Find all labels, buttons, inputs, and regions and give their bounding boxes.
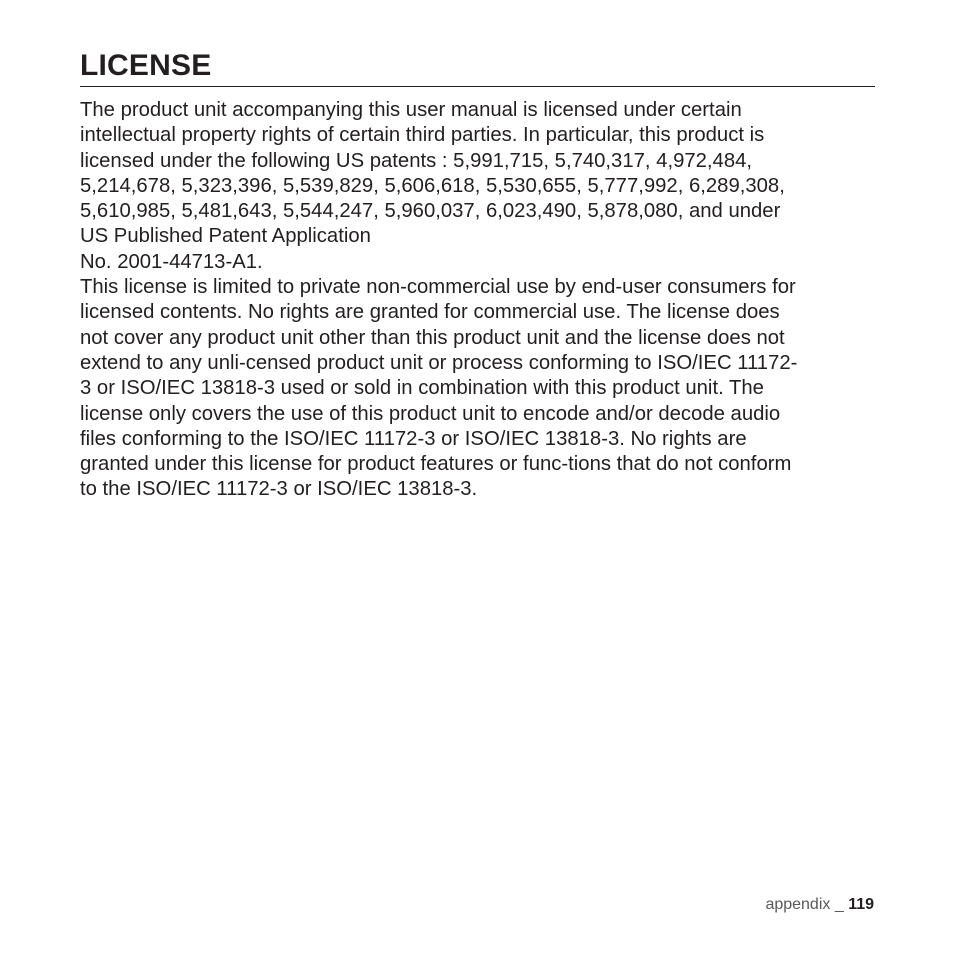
body-line: 5,214,678, 5,323,396, 5,539,829, 5,606,618, 5,530,655, 5,777,992, 6,289,308, <box>80 174 785 197</box>
body-line: to the ISO/IEC 11172-3 or ISO/IEC 13818-3. <box>80 478 478 501</box>
body-line: 3 or ISO/IEC 13818-3 used or sold in combination with this product unit. The <box>80 377 764 400</box>
footer-separator: _ <box>830 896 849 913</box>
body-line: licensed under the following US patents : 5,991,715, 5,740,317, 4,972,484, <box>80 149 753 172</box>
body-line: No. 2001-44713-A1. <box>80 250 263 273</box>
page-title: LICENSE <box>80 49 212 82</box>
body-line: intellectual property rights of certain third parties. In particular, this product is <box>80 124 765 147</box>
footer-section-label: appendix <box>765 896 831 913</box>
body-line: extend to any unli-censed product unit or process conforming to ISO/IEC 11172- <box>80 351 798 374</box>
body-line: US Published Patent Application <box>80 225 371 248</box>
page-number: 119 <box>848 896 874 913</box>
page-footer <box>765 895 874 915</box>
license-body <box>80 98 880 503</box>
body-line: files conforming to the ISO/IEC 11172-3 or ISO/IEC 13818-3. No rights are <box>80 427 747 450</box>
title-divider <box>80 86 875 87</box>
body-line: 5,610,985, 5,481,643, 5,544,247, 5,960,037, 6,023,490, 5,878,080, and under <box>80 200 781 223</box>
body-line: licensed contents. No rights are granted for commercial use. The license does <box>80 301 780 324</box>
body-line: license only covers the use of this product unit to encode and/or decode audio <box>80 402 781 425</box>
body-line: granted under this license for product features or func-tions that do not conform <box>80 453 792 476</box>
body-line: This license is limited to private non-commercial use by end-user consumers for <box>80 276 796 299</box>
body-line: not cover any product unit other than this product unit and the license does not <box>80 326 785 349</box>
body-line: The product unit accompanying this user manual is licensed under certain <box>80 99 742 121</box>
